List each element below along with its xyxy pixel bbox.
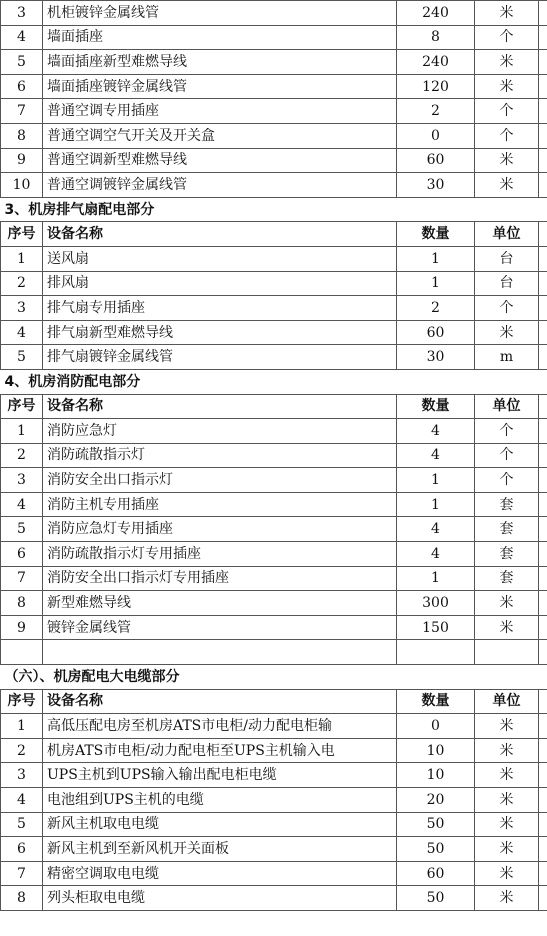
header-no: 序号 [1,689,43,714]
table-row [1,591,547,616]
unit: 个 [475,296,539,321]
table-row [1,886,547,911]
quantity: 300 [397,591,475,616]
table-row [1,25,547,50]
table-edge-cell [539,837,547,862]
row-number: 5 [1,50,43,75]
table-row [1,566,547,591]
table-edge-cell [539,345,547,370]
table-row [1,738,547,763]
quantity: 30 [397,345,475,370]
unit: 个 [475,123,539,148]
table-row [1,345,547,370]
table-edge-cell [539,689,547,714]
equipment-name: 新风主机到至新风机开关面板 [43,837,397,862]
unit: 套 [475,492,539,517]
quantity: 30 [397,173,475,198]
unit: 米 [475,861,539,886]
table-row [1,763,547,788]
equipment-name: 新风主机取电电缆 [43,812,397,837]
table-row [1,517,547,542]
quantity: 0 [397,714,475,739]
header-name: 设备名称 [43,394,397,419]
row-number: 1 [1,419,43,444]
equipment-name: 机房ATS市电柜/动力配电柜至UPS主机输入电 [43,738,397,763]
row-number: 7 [1,99,43,124]
unit: 米 [475,50,539,75]
table-row [1,861,547,886]
equipment-name: 精密空调取电电缆 [43,861,397,886]
row-number: 4 [1,320,43,345]
table-edge-cell [539,271,547,296]
quantity: 50 [397,886,475,911]
unit: 个 [475,25,539,50]
table-row [1,492,547,517]
empty-row [1,640,547,665]
equipment-name: 墙面插座 [43,25,397,50]
row-number: 4 [1,788,43,813]
row-number: 2 [1,443,43,468]
section-title-row [1,369,547,394]
table-edge-cell [539,246,547,271]
equipment-name: 列头柜取电电缆 [43,886,397,911]
row-number: 3 [1,468,43,493]
equipment-name: 排气扇专用插座 [43,296,397,321]
table-row [1,615,547,640]
equipment-name: 新型难燃导线 [43,591,397,616]
quantity: 4 [397,517,475,542]
quantity: 1 [397,566,475,591]
table-edge-cell [539,788,547,813]
quantity: 1 [397,271,475,296]
quantity: 150 [397,615,475,640]
row-number: 5 [1,517,43,542]
table-edge-cell [539,419,547,444]
unit: 个 [475,419,539,444]
quantity: 8 [397,25,475,50]
equipment-name: 镀锌金属线管 [43,615,397,640]
equipment-name: 高低压配电房至机房ATS市电柜/动力配电柜输 [43,714,397,739]
table-edge-cell [539,394,547,419]
empty-cell [475,640,539,665]
table-edge-cell [539,25,547,50]
equipment-name: 送风扇 [43,246,397,271]
row-number: 1 [1,246,43,271]
row-number: 4 [1,492,43,517]
equipment-name: 消防疏散指示灯 [43,443,397,468]
quantity: 60 [397,148,475,173]
equipment-name: 普通空调空气开关及开关盒 [43,123,397,148]
equipment-name: 普通空调镀锌金属线管 [43,173,397,198]
row-number: 3 [1,763,43,788]
empty-cell [43,640,397,665]
row-number: 5 [1,345,43,370]
row-number: 6 [1,837,43,862]
header-unit: 单位 [475,222,539,247]
row-number: 2 [1,738,43,763]
table-edge-cell [539,492,547,517]
table-edge-cell [539,173,547,198]
table-edge-cell [539,222,547,247]
unit: 套 [475,542,539,567]
table-row [1,837,547,862]
empty-cell [397,640,475,665]
table-header-row [1,689,547,714]
unit: 米 [475,886,539,911]
equipment-name: 排气扇镀锌金属线管 [43,345,397,370]
quantity: 0 [397,123,475,148]
header-qty: 数量 [397,222,475,247]
table-edge-cell [539,320,547,345]
unit: 米 [475,837,539,862]
quantity: 2 [397,99,475,124]
header-no: 序号 [1,394,43,419]
quantity: 2 [397,296,475,321]
row-number: 8 [1,591,43,616]
table-edge-cell [539,443,547,468]
quantity: 4 [397,542,475,567]
row-number: 4 [1,25,43,50]
row-number: 2 [1,271,43,296]
unit: 米 [475,788,539,813]
header-unit: 单位 [475,689,539,714]
row-number: 6 [1,542,43,567]
equipment-name: 消防主机专用插座 [43,492,397,517]
row-number: 3 [1,1,43,26]
header-name: 设备名称 [43,689,397,714]
row-number: 5 [1,812,43,837]
equipment-name: 墙面插座镀锌金属线管 [43,74,397,99]
equipment-name: 消防安全出口指示灯专用插座 [43,566,397,591]
unit: 台 [475,246,539,271]
row-number: 10 [1,173,43,198]
equipment-name: 消防疏散指示灯专用插座 [43,542,397,567]
unit: 米 [475,714,539,739]
table-edge-cell [539,763,547,788]
table-row [1,468,547,493]
quantity: 60 [397,861,475,886]
unit: m [475,345,539,370]
unit: 米 [475,763,539,788]
row-number: 6 [1,74,43,99]
header-no: 序号 [1,222,43,247]
header-name: 设备名称 [43,222,397,247]
table-row [1,50,547,75]
quantity: 50 [397,812,475,837]
table-edge-cell [539,886,547,911]
unit: 套 [475,517,539,542]
table-header-row [1,394,547,419]
table-edge-cell [539,74,547,99]
table-row [1,271,547,296]
table-edge-cell [539,591,547,616]
equipment-name: 机柜镀锌金属线管 [43,1,397,26]
equipment-name: 排风扇 [43,271,397,296]
row-number: 9 [1,148,43,173]
unit: 个 [475,99,539,124]
quantity: 10 [397,763,475,788]
table-edge-cell [539,861,547,886]
table-row [1,246,547,271]
quantity: 10 [397,738,475,763]
row-number: 3 [1,296,43,321]
section-title: 4、机房消防配电部分 [1,369,547,394]
table-row [1,173,547,198]
table-edge-cell [539,296,547,321]
table-row [1,148,547,173]
table-row [1,123,547,148]
row-number: 9 [1,615,43,640]
section-title-row [1,665,547,690]
quantity: 240 [397,50,475,75]
equipment-name: 消防应急灯 [43,419,397,444]
table-row [1,542,547,567]
unit: 米 [475,1,539,26]
unit: 米 [475,148,539,173]
table-row [1,788,547,813]
table-edge-cell [539,812,547,837]
header-unit: 单位 [475,394,539,419]
row-number: 8 [1,123,43,148]
equipment-name: UPS主机到UPS输入输出配电柜电缆 [43,763,397,788]
unit: 个 [475,468,539,493]
unit: 米 [475,738,539,763]
header-qty: 数量 [397,394,475,419]
table-row [1,296,547,321]
table-row [1,99,547,124]
table-edge-cell [539,1,547,26]
equipment-name: 消防安全出口指示灯 [43,468,397,493]
row-number: 8 [1,886,43,911]
equipment-name: 电池组到UPS主机的电缆 [43,788,397,813]
quantity: 50 [397,837,475,862]
table-edge-cell [539,714,547,739]
table-edge-cell [539,542,547,567]
quantity: 60 [397,320,475,345]
quantity: 120 [397,74,475,99]
equipment-name: 消防应急灯专用插座 [43,517,397,542]
table-edge-cell [539,50,547,75]
header-qty: 数量 [397,689,475,714]
unit: 米 [475,320,539,345]
table-row [1,443,547,468]
quantity: 4 [397,419,475,444]
unit: 个 [475,443,539,468]
row-number: 1 [1,714,43,739]
table-edge-cell [539,148,547,173]
table-edge-cell [539,468,547,493]
quantity: 1 [397,492,475,517]
equipment-name: 普通空调专用插座 [43,99,397,124]
unit: 米 [475,74,539,99]
table-row [1,812,547,837]
equipment-name: 普通空调新型难燃导线 [43,148,397,173]
table-row [1,74,547,99]
empty-cell [1,640,43,665]
table-edge-cell [539,99,547,124]
unit: 套 [475,566,539,591]
row-number: 7 [1,861,43,886]
unit: 米 [475,812,539,837]
quantity: 1 [397,468,475,493]
table-row [1,320,547,345]
table-edge-cell [539,738,547,763]
quantity: 240 [397,1,475,26]
table-edge-cell [539,615,547,640]
section-title-row [1,197,547,222]
equipment-name: 墙面插座新型难燃导线 [43,50,397,75]
table-row [1,419,547,444]
equipment-table-body [1,1,547,911]
table-header-row [1,222,547,247]
unit: 米 [475,615,539,640]
section-title: 3、机房排气扇配电部分 [1,197,547,222]
row-number: 7 [1,566,43,591]
quantity: 20 [397,788,475,813]
unit: 米 [475,591,539,616]
equipment-name: 排气扇新型难燃导线 [43,320,397,345]
quantity: 1 [397,246,475,271]
unit: 米 [475,173,539,198]
table-row [1,714,547,739]
table-edge-cell [539,517,547,542]
unit: 台 [475,271,539,296]
section-title: （六）、机房配电大电缆部分 [1,665,547,690]
table-edge-cell [539,123,547,148]
table-edge-cell [539,566,547,591]
table-row [1,1,547,26]
quantity: 4 [397,443,475,468]
table-edge-cell [539,640,547,665]
